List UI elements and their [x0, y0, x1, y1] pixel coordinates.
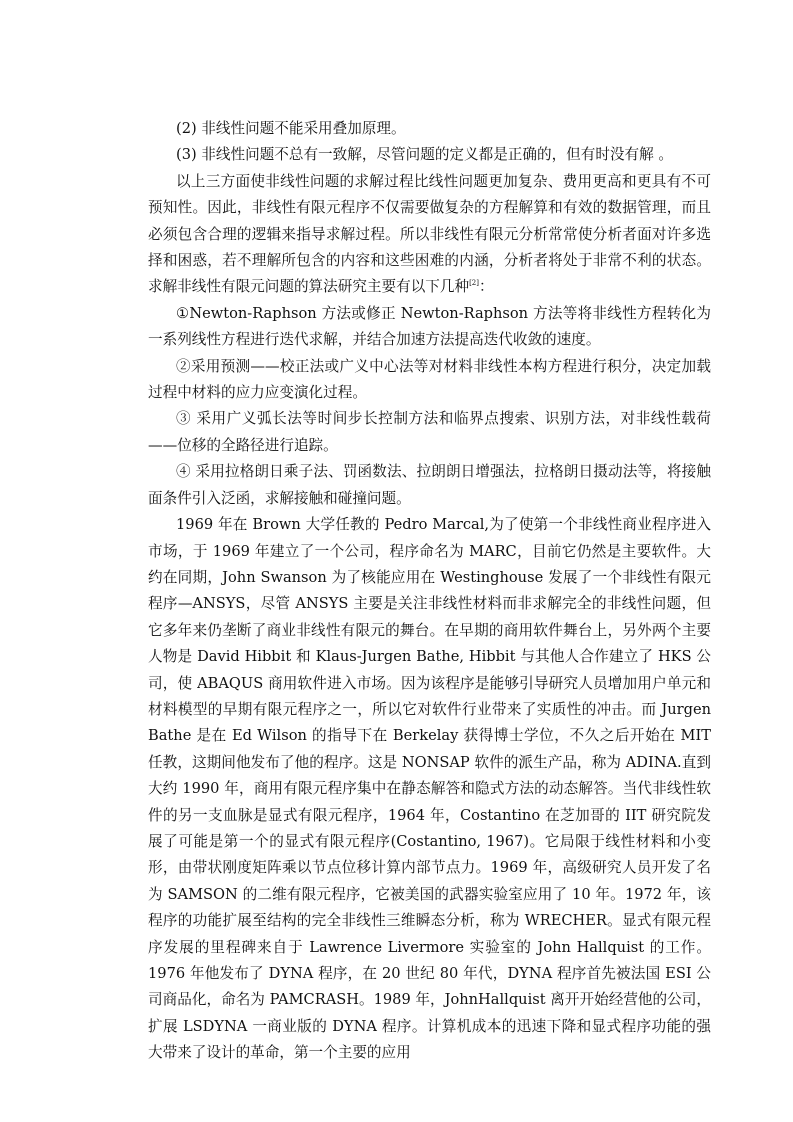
document-page: [148, 116, 711, 1067]
method-1: ①Newton-Raphson 方法或修正 Newton-Raphson 方法等将非线性方程转化为一系列线性方程进行迭代求解，并结合加速方法提高迭代收敛的速度。: [148, 304, 711, 349]
history-paragraph: 1969 年在 Brown 大学任教的 Pedro Marcal,为了使第一个非线性商业程序进入市场，于 1969 年建立了一个公司，程序命名为 MARC，目前它仍然是主要软件。大约在同期，John Swanson 为了核能应用在 Westinghouse 发展了一个非线性有限元程序—ANSYS，尽管 ANSYS 主要是关注非线性材料而非求解完全的非线性问题，但它多年来仍垄断了商业非线性有限元的舞台。在早期的商用软件舞台上，另外两个主要人物是 David Hibbit 和 Klaus-Jurgen Bathe, Hibbit 与其他人合作建立了 HKS 公司，使 ABAQUS 商用软件进入市场。因为该程序是能够引导研究人员增加用户单元和材料模型的早期有限元程序之一，所以它对软件行业带来了实质性的冲击。而 Jurgen Bathe 是在 Ed Wilson 的指导下在 Berkelay 获得博士学位，不久之后开始在 MIT 任教，这期间他发布了他的程序。这是 NONSAP 软件的派生产品，称为 ADINA.直到大约 1990 年，商用有限元程序集中在静态解答和隐式方法的动态解答。当代非线性软件的另一支血脉是显式有限元程序，1964 年，Costantino 在芝加哥的 IIT 研究院发展了可能是第一个的显式有限元程序(Costantino, 1967)。它局限于线性材料和小变形，由带状刚度矩阵乘以节点位移计算内部节点力。1969 年，高级研究人员开发了名为 SAMSON 的二维有限元程序，它被美国的武器实验室应用了 10 年。1972 年，该程序的功能扩展至结构的完全非线性三维瞬态分析，称为 WRECHER。显式有限元程序发展的里程碑来自于 Lawrence Livermore 实验室的 John Hallquist 的工作。1976 年他发布了 DYNA 程序，在 20 世纪 80 年代，DYNA 程序首先被法国 ESI 公司商品化，命名为 PAMCRASH。1989 年，JohnHallquist 离开开始经营他的公司，扩展 LSDYNA 一商业版的 DYNA 程序。计算机成本的迅速下降和显式程序功能的强大带来了设计的革命，第一个主要的应用: [148, 516, 711, 1062]
method-2: ②采用预测——校正法或广义中心法等对材料非线性本构方程进行积分，决定加载过程中材料的应力应变演化过程。: [148, 357, 711, 402]
paragraph-item-3: (3) 非线性问题不总有一致解，尽管问题的定义都是正确的，但有时没有解 。: [176, 146, 673, 164]
paragraph-intro-text: 以上三方面使非线性问题的求解过程比线性问题更加复杂、费用更高和更具有不可预知性。因此，非线性有限元程序不仅需要做复杂的方程解算和有效的数据管理，而且必须包含合理的逻辑来指导求解过程。所以非线性有限元分析常常使分析者面对许多选择和困惑，若不理解所包含的内容和这些困难的内涵，分析者将处于非常不利的状态。求解非线性有限元问题的算法研究主要有以下几种: [148, 172, 711, 296]
paragraph-item-2: (2) 非线性问题不能采用叠加原理。: [176, 120, 406, 137]
method-4: ④ 采用拉格朗日乘子法、罚函数法、拉朗朗日增强法，拉格朗日摄动法等，将接触面条件引入泛函，求解接触和碰撞问题。: [148, 463, 711, 507]
citation-marker: [2]: [469, 279, 479, 288]
paragraph-intro-colon: ：: [479, 278, 494, 296]
method-3: ③ 采用广义弧长法等时间步长控制方法和临界点搜索、识别方法，对非线性载荷——位移的全路径进行追踪。: [148, 410, 711, 454]
paragraph-intro: [148, 169, 711, 301]
